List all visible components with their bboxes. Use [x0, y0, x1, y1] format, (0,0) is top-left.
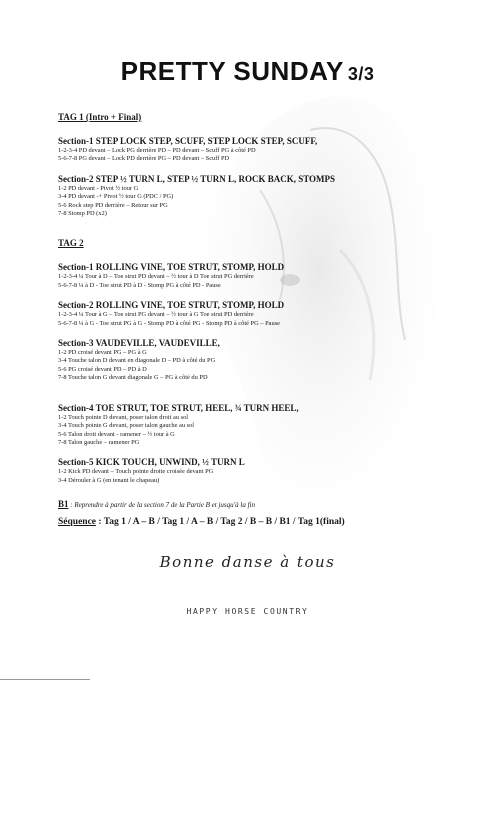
step-line: 5-6-7-8 ¼ à D - Toe strut PD à D - Stomp PG à côté PD - Pause [58, 281, 221, 289]
step-line: 7-8 Talon gauche – ramener PG [58, 438, 140, 446]
step-line: 5-6-7-8 ¼ à G - Toe strut PG à G - Stomp PD à côté PG - Stomp PD à côté PG – Pause [58, 319, 281, 327]
tag1-section-2-title: Section-2 STEP ½ TURN L, STEP ½ TURN L, ROCK BACK, STOMPS [58, 173, 336, 184]
step-line: 7-8 Stomp PD (x2) [58, 210, 107, 218]
b1-text: : Reprendre à partir de la section 7 de la Partie B et jusqu'à la fin [68, 501, 255, 510]
step-line: 3-4 Dérouler à G (en tenant le chapeau) [58, 476, 160, 484]
tag2-section-1-title: Section-1 ROLLING VINE, TOE STRUT, STOMP, HOLD [58, 262, 285, 273]
page-marker: 3/3 [347, 64, 375, 84]
b1-label: B1 [58, 499, 69, 510]
step-line: 1-2 Kick PD devant – Touch pointe droite croisée devant PG [58, 468, 214, 476]
step-line: 5-6-7-8 PG devant – Lock PD derrière PG – PD devant – Scuff PD [58, 155, 230, 163]
tag2-section-3-title: Section-3 VAUDEVILLE, VAUDEVILLE, [58, 338, 220, 349]
step-line: 3-4 Touch pointe G devant, poser talon gauche au sol [58, 422, 195, 430]
tag2-section-2-title: Section-2 ROLLING VINE, TOE STRUT, STOMP, HOLD [58, 300, 285, 311]
step-line: 1-2-3-4 PD devant – Lock PG derrière PD – PD devant – Scuff PG à côté PD [58, 147, 256, 154]
tag2-heading: TAG 2 [58, 238, 84, 249]
sequence-label: Séquence [58, 517, 96, 528]
sequence [58, 517, 458, 527]
b1-note [58, 499, 458, 509]
step-line: 1-2 PD devant - Pivot ½ tour G [58, 184, 139, 192]
divider [0, 679, 90, 680]
step-line: 5-6 Rock step PD derrière – Retour sur PG [58, 201, 168, 209]
step-line: 1-2 Touch pointe D devant, poser talon droit au sol [58, 413, 189, 421]
closing-message: Bonne danse à tous [159, 553, 336, 571]
step-line: 3-4 Touche talon D devant en diagonale D – PD à côté du PG [58, 357, 216, 365]
footer-signature: HAPPY HORSE COUNTRY [186, 607, 309, 616]
tag1-section-1-title: Section-1 STEP LOCK STEP, SCUFF, STEP LOCK STEP, SCUFF, [58, 136, 318, 146]
content [58, 112, 458, 527]
tag2-section-5-title: Section-5 KICK TOUCH, UNWIND, ½ TURN L [58, 457, 245, 468]
step-line: 3-4 PD devant -+ Pivot ½ tour G (PDC / PG) [58, 193, 174, 201]
page-title: PRETTY SUNDAY 3/3 [120, 56, 375, 86]
step-line: 1-2 PD croisé devant PG – PG à G [58, 349, 147, 357]
step-line: 5-6 PG croisé devant PD – PD à D [58, 365, 147, 373]
sequence-text: : Tag 1 / A – B / Tag 1 / A – B / Tag 2 / B – B / B1 / Tag 1(final) [96, 517, 345, 528]
step-line: 5-6 Talon droit devant - ramener – ½ tour à G [58, 430, 175, 438]
tag2-section-4-title: Section-4 TOE STRUT, TOE STRUT, HEEL, ¾ TURN HEEL, [58, 402, 299, 413]
step-line: 1-2-3-4 ¼ Tour à D – Toe strut PD devant – ½ tour à D Toe strut PG derrière [58, 273, 254, 281]
step-line: 1-2-3-4 ¼ Tour à G – Toe strut PG devant – ½ tour à G Toe strut PD derrière [58, 311, 254, 319]
step-line: 7-8 Touche talon G devant diagonale G – PG à côté du PD [58, 374, 208, 382]
tag1-heading: TAG 1 (Intro + Final) [58, 112, 142, 122]
